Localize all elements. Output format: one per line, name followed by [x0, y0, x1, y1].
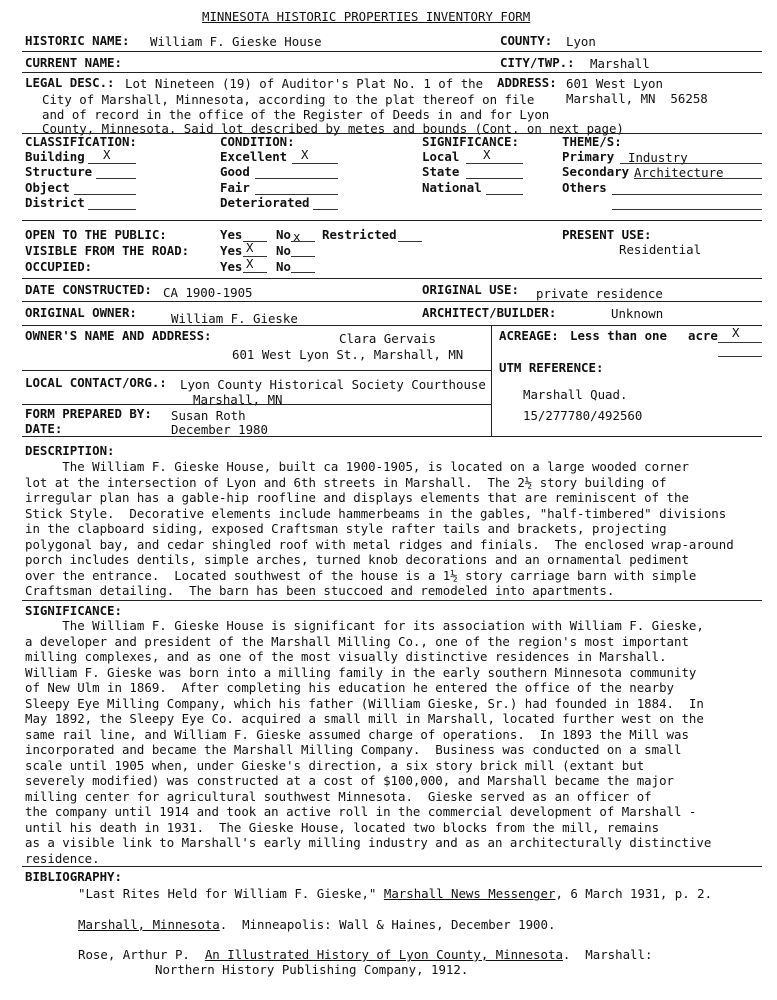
classification-building: Building [25, 149, 85, 164]
significance-line: May 1892, the Sleepy Eye Co. acquired a small mill in Marshall, located further west on the [25, 711, 704, 726]
county-value: Lyon [566, 34, 596, 49]
owner-address: 601 West Lyon St., Marshall, MN [232, 347, 464, 362]
description-line: irregular plan has a gable-hip roofline and displays elements that are reminiscent of the [25, 490, 689, 505]
significance-line: incorporated and became the Marshall Milling Company. Business was conducted on a small [25, 742, 682, 757]
bibliography-entry-post: , 6 March 1931, p. 2. [555, 886, 713, 901]
address-line2: Marshall, MN 56258 [566, 91, 708, 106]
description-line: porch includes dentils, simple arches, turned knob decorations and an ornamental pediment [25, 552, 689, 567]
significance-state: State [422, 164, 460, 179]
visible-no: No [276, 243, 291, 258]
acreage-value: Less than one [570, 328, 667, 343]
form-title: MINNESOTA HISTORIC PROPERTIES INVENTORY FORM [202, 9, 531, 24]
significance-line: as a visible link to Marshall's early milling industry and as an architecturally distinctive [25, 835, 712, 850]
local-contact-label: LOCAL CONTACT/ORG.: [25, 375, 167, 390]
acreage-label: ACREAGE: [499, 328, 559, 343]
condition-fair: Fair [220, 180, 250, 195]
local-contact-line1: Lyon County Historical Society Courthouse [180, 377, 486, 392]
significance-local: Local [422, 149, 460, 164]
utm-quad: Marshall Quad. [523, 387, 628, 402]
acreage-unit: acre [688, 328, 718, 343]
occupied-mark: X [246, 256, 254, 271]
significance-national: National [422, 180, 482, 195]
significance-line: until his death in 1931. The Gieske House, located two blocks from the mill, remains [25, 819, 660, 835]
city-label: CITY/TWP.: [500, 55, 575, 70]
visible-label: VISIBLE FROM THE ROAD: [25, 243, 190, 258]
visible-yes: Yes [220, 243, 243, 258]
legal-label: LEGAL DESC.: [25, 75, 115, 90]
present-use-label: PRESENT USE: [562, 227, 652, 242]
legal-line: County, Minnesota. Said lot described by metes and bounds (Cont. on next page) [42, 121, 624, 136]
legal-line: City of Marshall, Minnesota, according to the plat thereof on file [42, 92, 535, 107]
bibliography-label: BIBLIOGRAPHY: [25, 869, 122, 884]
bibliography-entry [78, 886, 712, 901]
current-name-label: CURRENT NAME: [25, 55, 122, 70]
original-use-value: private residence [536, 286, 663, 301]
classification-building-mark: X [103, 147, 111, 162]
bibliography-entry-pre: Rose, Arthur P. [78, 947, 205, 962]
open-mark: x [293, 229, 301, 244]
significance-line: same rail line, and William F. Gieske assumed charge of operations. In 1893 the Mill was [25, 726, 689, 742]
condition-excellent-mark: X [301, 147, 309, 162]
classification-label: CLASSIFICATION: [25, 134, 137, 149]
condition-label: CONDITION: [220, 134, 295, 149]
bibliography-entry-title: An Illustrated History of Lyon County, Minnesota [204, 947, 563, 962]
owner-label: OWNER'S NAME AND ADDRESS: [25, 328, 212, 343]
significance-line: of New Ulm in 1869. After completing his education he entered the office of the nearby [25, 680, 675, 695]
original-use-label: ORIGINAL USE: [422, 282, 519, 297]
original-owner-label: ORIGINAL OWNER: [25, 305, 137, 320]
visible-mark: X [246, 240, 254, 255]
significance-line: William F. Gieske was born into a milling family in the early southern Minnesota community [25, 664, 697, 680]
utm-coords: 15/277780/492560 [523, 408, 643, 423]
description-line: Stick Style. Decorative elements include hammerbeams in the gables, "half-timbered" divisions [25, 505, 727, 521]
bibliography-entry-pre: "Last Rites Held for William F. Gieske," [78, 886, 384, 901]
significance-line: a developer and president of the Marshall Milling Co., one of the region's most important [25, 633, 689, 649]
significance-line: Sleepy Eye Milling Company, which his father (William Gieske, Sr.) had founded in 1884. In [25, 695, 704, 711]
owner-name: Clara Gervais [339, 331, 436, 346]
architect-label: ARCHITECT/BUILDER: [422, 305, 557, 320]
legal-line: Lot Nineteen (19) of Auditor's Plat No. 1 of the [125, 76, 484, 91]
occupied-yes: Yes [220, 259, 243, 274]
bibliography-entry-title: Marshall, Minnesota [78, 917, 220, 932]
condition-deteriorated: Deteriorated [220, 195, 310, 210]
theme-secondary-value: Architecture [634, 165, 724, 180]
theme-secondary-label: Secondary [562, 164, 630, 179]
description-line: The William F. Gieske House, built ca 1900-1905, is located on a large wooded corner [25, 459, 689, 474]
acreage-mark: X [732, 325, 740, 340]
original-owner-value: William F. Gieske [171, 311, 298, 326]
historic-name-value: William F. Gieske House [150, 34, 322, 49]
occupied-no: No [276, 259, 291, 274]
utm-label: UTM REFERENCE: [499, 360, 604, 375]
open-restricted: Restricted [322, 227, 397, 242]
date-constructed-label: DATE CONSTRUCTED: [25, 282, 152, 297]
significance-line: scale until 1905 when, under Gieske's direction, a six story brick mill (extant but [25, 757, 645, 773]
bibliography-continuation: Northern History Publishing Company, 1912. [155, 962, 469, 977]
description-line: over the entrance. Located southwest of the house is a 1½ story carriage barn with simple [25, 567, 697, 583]
prepared-by-label: FORM PREPARED BY: [25, 406, 152, 421]
significance-line: milling center for agricultural southwest Minnesota. Gieske served as an officer of [25, 788, 652, 804]
bibliography-entry-post: . Marshall: [562, 947, 653, 962]
present-use-value: Residential [619, 242, 702, 257]
theme-primary-label: Primary [562, 149, 615, 164]
significance-line: the company until 1914 and took an active roll in the commercial development of Marshall - [25, 804, 697, 819]
theme-primary-value: Industry [628, 150, 688, 165]
theme-label: THEME/S: [562, 134, 622, 149]
open-yes: Yes [220, 227, 243, 242]
bibliography-entry [78, 947, 652, 962]
prepared-by-value: Susan Roth [171, 408, 246, 423]
historic-name-label: HISTORIC NAME: [25, 33, 130, 48]
description-label: DESCRIPTION: [25, 443, 115, 458]
date-constructed-value: CA 1900-1905 [163, 285, 253, 300]
significance-label: SIGNIFICANCE: [25, 603, 122, 618]
date-value: December 1980 [171, 422, 268, 437]
significance-line: milling complexes, and as one of the most visually distinctive residences in Marshall. [25, 649, 667, 664]
condition-excellent: Excellent [220, 149, 288, 164]
architect-value: Unknown [611, 306, 664, 321]
date-label: DATE: [25, 421, 63, 436]
classification-district: District [25, 195, 85, 210]
open-label: OPEN TO THE PUBLIC: [25, 227, 167, 242]
classification-structure: Structure [25, 164, 93, 179]
theme-others-label: Others [562, 180, 607, 195]
description-line: Craftsman detailing. The barn has been stuccoed and remodeled into apartments. [25, 583, 615, 598]
condition-good: Good [220, 164, 250, 179]
bibliography-entry-title: Marshall News Messenger [383, 886, 556, 901]
significance-line: The William F. Gieske House is significant for its association with William F. Gieske, [25, 618, 704, 633]
bibliography-entry-post: . Minneapolis: Wall & Haines, December 1900. [219, 917, 556, 932]
county-label: COUNTY: [500, 33, 553, 48]
open-no: No [276, 227, 291, 242]
description-line: lot at the intersection of Lyon and 6th streets in Marshall. The 2½ story building of [25, 474, 667, 490]
local-contact-line2: Marshall, MN [193, 392, 283, 407]
city-value: Marshall [590, 56, 650, 71]
description-line: polygonal bay, and cedar shingled roof with metal ridges and finials. The enclosed wrap-around [25, 536, 734, 552]
classification-object: Object [25, 180, 70, 195]
bibliography-entry [78, 917, 555, 932]
occupied-label: OCCUPIED: [25, 259, 93, 274]
significance-line: residence. [25, 850, 100, 866]
description-line: in the clapboard siding, exposed Craftsman style rafter tails and brackets, projecting [25, 521, 667, 536]
significance-line: severely modified) was constructed at a cost of $100,000, and Marshall became the major [25, 773, 675, 788]
significance-box-label: SIGNIFICANCE: [422, 134, 519, 149]
significance-local-mark: X [483, 147, 491, 162]
address-label: ADDRESS: [497, 75, 557, 90]
address-line1: 601 West Lyon [566, 76, 663, 91]
legal-line: and of record in the office of the Register of Deeds in and for Lyon [42, 107, 550, 122]
